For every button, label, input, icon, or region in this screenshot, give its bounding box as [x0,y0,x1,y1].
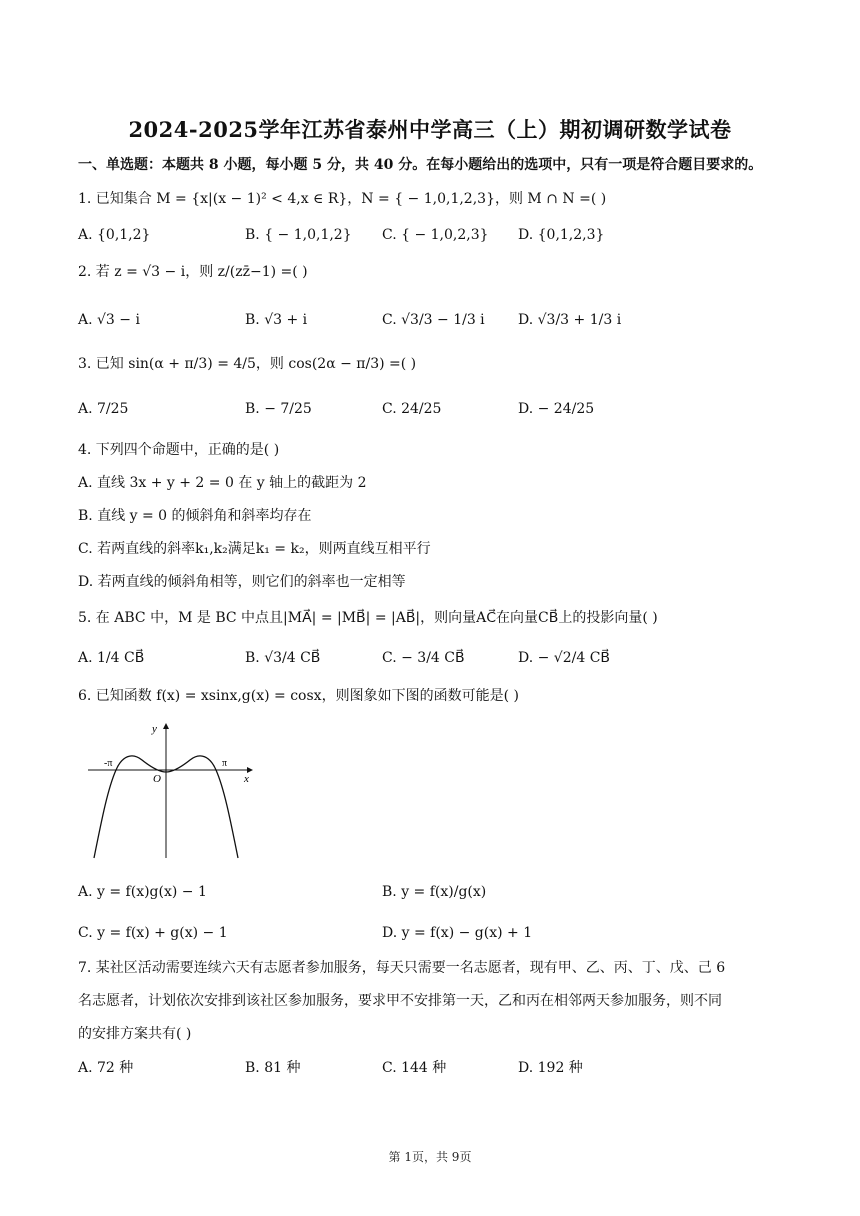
page-title: 2024-2025学年江苏省泰州中学高三（上）期初调研数学试卷 [128,117,732,142]
origin-label: O [153,773,161,785]
question-5-stem: 5. 在 ABC 中，M 是 BC 中点且|MA⃗| = |MB⃗| = |AB⃗|，则向量AC⃗在向量CB⃗上的投影向量( ) [78,610,658,626]
function-graph-figure [80,718,260,863]
q2-option-a: A. √3 − i [78,312,140,328]
question-7-stem-line-3: 的安排方案共有( ) [78,1026,192,1042]
q5-option-a: A. 1/4 CB⃗ [78,650,145,666]
q2-option-d: D. √3/3 + 1/3 i [518,312,622,328]
question-7-stem-line-1: 7. 某社区活动需要连续六天有志愿者参加服务，每天只需要一名志愿者，现有甲、乙、丙、丁、戊、己 6 [78,960,726,976]
q6-option-c: C. y = f(x) + g(x) − 1 [78,925,228,941]
q5-option-c: C. − 3/4 CB⃗ [382,650,465,666]
q1-option-c: C. { − 1,0,2,3} [382,227,489,243]
q1-option-d: D. {0,1,2,3} [518,227,605,243]
q3-option-d: D. − 24/25 [518,401,595,417]
question-7-stem-line-2: 名志愿者，计划依次安排到该社区参加服务，要求甲不安排第一天，乙和丙在相邻两天参加服务，则不同 [78,993,722,1009]
question-6-stem: 6. 已知函数 f(x) = xsinx,g(x) = cosx，则图象如下图的函数可能是( ) [78,688,519,704]
q7-option-d: D. 192 种 [518,1060,583,1076]
axis-label-y: y [152,723,157,735]
q2-option-c: C. √3/3 − 1/3 i [382,312,485,328]
q4-option-a: A. 直线 3x + y + 2 = 0 在 y 轴上的截距为 2 [78,475,367,491]
q5-option-b: B. √3/4 CB⃗ [245,650,321,666]
q6-option-b: B. y = f(x)/g(x) [382,884,487,900]
question-4-stem: 4. 下列四个命题中，正确的是( ) [78,442,280,458]
q4-option-c: C. 若两直线的斜率k₁,k₂满足k₁ = k₂，则两直线互相平行 [78,541,431,557]
q4-option-d: D. 若两直线的倾斜角相等，则它们的斜率也一定相等 [78,574,406,590]
q6-option-d: D. y = f(x) − g(x) + 1 [382,925,533,941]
q7-option-c: C. 144 种 [382,1060,447,1076]
page-footer: 第 1页，共 9页 [388,1150,472,1164]
q1-option-b: B. { − 1,0,1,2} [245,227,352,243]
question-2-stem: 2. 若 z = √3 − i，则 z/(zz̄−1) =( ) [78,264,308,280]
question-3-stem: 3. 已知 sin(α + π/3) = 4/5，则 cos(2α − π/3) =( ) [78,356,417,372]
q7-option-b: B. 81 种 [245,1060,301,1076]
question-1-stem: 1. 已知集合 M = {x|(x − 1)² < 4,x ∈ R}，N = { − 1,0,1,2,3}，则 M ∩ N =( ) [78,191,607,207]
q3-option-b: B. − 7/25 [245,401,312,417]
q3-option-a: A. 7/25 [78,401,129,417]
q3-option-c: C. 24/25 [382,401,442,417]
neg-pi-label: -π [104,758,113,769]
q1-option-a: A. {0,1,2} [78,227,151,243]
q7-option-a: A. 72 种 [78,1060,134,1076]
q6-option-a: A. y = f(x)g(x) − 1 [78,884,207,900]
pi-label: π [222,758,228,769]
q4-option-b: B. 直线 y = 0 的倾斜角和斜率均存在 [78,508,312,524]
q2-option-b: B. √3 + i [245,312,308,328]
axis-label-x: x [244,773,249,785]
q5-option-d: D. − √2/4 CB⃗ [518,650,611,666]
section-header: 一、单选题：本题共 8 小题，每小题 5 分，共 40 分。在每小题给出的选项中，只有一项是符合题目要求的。 [78,157,763,173]
